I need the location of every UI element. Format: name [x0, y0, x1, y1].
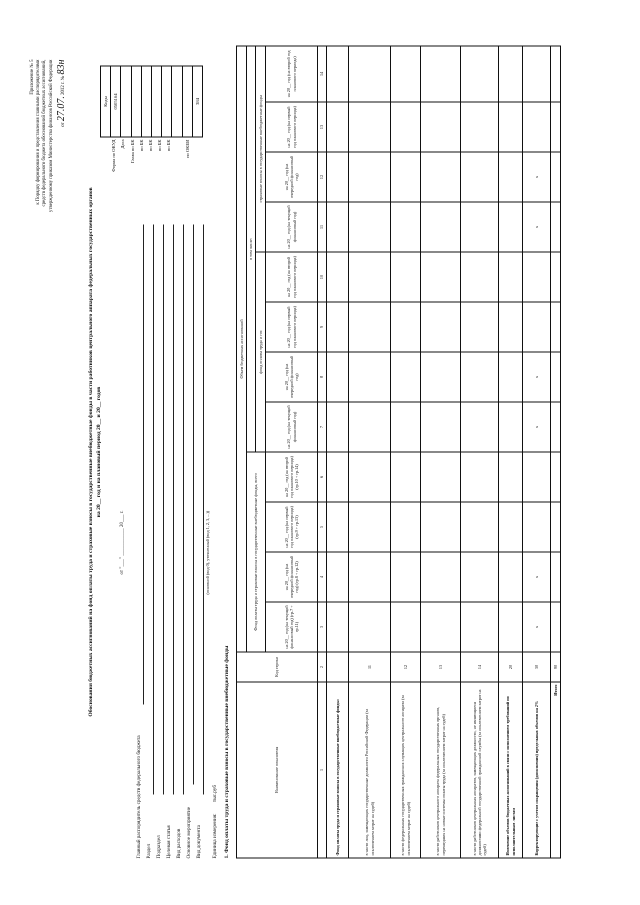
- row-code: [327, 652, 349, 682]
- period-header: на 20__ год (на первый год планового периода): [266, 302, 318, 352]
- table-cell: [461, 46, 499, 102]
- table-cell: [327, 552, 349, 602]
- field-line: [143, 225, 144, 705]
- table-cell: [349, 152, 391, 202]
- table-cell: [391, 602, 421, 652]
- table-cell: [349, 602, 391, 652]
- codes-header: Коды: [101, 67, 111, 137]
- table-cell: [421, 152, 461, 202]
- table-cell: [391, 252, 421, 302]
- table-row: [523, 46, 551, 858]
- code-label: по БК: [147, 139, 153, 152]
- code-label: по БК: [166, 139, 172, 152]
- table-cell: [499, 602, 523, 652]
- row-code: 20: [499, 652, 523, 682]
- col-header-name: Наименование показателя: [237, 682, 318, 858]
- table-cell: x: [523, 152, 551, 202]
- table-row: [391, 46, 421, 858]
- table-cell: [499, 352, 523, 402]
- table-cell: [391, 452, 421, 502]
- table-cell: [327, 152, 349, 202]
- row-label: Корректирующие с учетом сокращения (дополнения) предельных объемов на 2%: [523, 682, 551, 858]
- row-code: 30: [523, 652, 551, 682]
- handwritten-date: 27.07.: [55, 96, 67, 122]
- row-code: 12: [391, 652, 421, 682]
- table-body: [327, 46, 561, 858]
- table-cell: [551, 552, 561, 602]
- table-cell: [327, 102, 349, 152]
- group-header-insurance: страховые взносы в государственные внебюджетные фонды: [256, 46, 266, 252]
- field-label: Вид расходов: [176, 828, 182, 859]
- table-cell: [499, 302, 523, 352]
- row-code: 13: [421, 652, 461, 682]
- table-cell: [349, 302, 391, 352]
- column-number: 5: [318, 502, 327, 552]
- group-header-main: Объем бюджетных ассигнований: [237, 46, 247, 652]
- table-cell: x: [523, 602, 551, 652]
- column-number: 2: [318, 652, 327, 682]
- period-header: на 20__ год (на первый год планового периода) (гр.9 + гр.13): [266, 502, 318, 552]
- code-label: по БК: [138, 139, 144, 152]
- table-row: [499, 46, 523, 858]
- field-label: Главный распорядитель средств федерального бюджета: [136, 735, 142, 859]
- table-cell: [421, 502, 461, 552]
- table-cell: [327, 202, 349, 252]
- period-header: на 20__ год (на первый год планового периода): [266, 102, 318, 152]
- column-number: 1: [318, 682, 327, 858]
- table-cell: x: [523, 402, 551, 452]
- period-header: на 20__ год (на второй год планового периода): [266, 46, 318, 102]
- table-cell: [421, 302, 461, 352]
- table-cell: [349, 202, 391, 252]
- table-cell: x: [523, 202, 551, 252]
- table-cell: [349, 352, 391, 402]
- column-number: 4: [318, 552, 327, 602]
- table-cell: [499, 152, 523, 202]
- table-cell: [499, 402, 523, 452]
- header-date: от "___" ___________ 20___ г.: [120, 510, 125, 575]
- table-cell: [523, 252, 551, 302]
- column-number: 3: [318, 602, 327, 652]
- code-label: по БК: [157, 139, 163, 152]
- row-label: в части лиц, замещающих государственные должности Российской Федерации (за исключением затрат на судей): [349, 682, 391, 858]
- row-label: Фонд оплаты труда и страховые взносы в государственные внебюджетные фонды:: [327, 682, 349, 858]
- table-row: [551, 46, 561, 858]
- table-cell: [499, 552, 523, 602]
- row-label: в части работников центрального аппарата федеральных государственных органов, перешедших на новые системы оплаты труда (за исключением затрат на судей): [421, 682, 461, 858]
- row-label: в части федеральных государственных гражданских служащих центрального аппарата (за исключением затрат на судей): [391, 682, 421, 858]
- table-cell: [551, 402, 561, 452]
- table-cell: [327, 502, 349, 552]
- table-cell: [461, 202, 499, 252]
- table-cell: [551, 352, 561, 402]
- column-number: 11: [318, 202, 327, 252]
- code-label: Глава по БК: [129, 139, 135, 164]
- table-row: [349, 46, 391, 858]
- group-header-total: Фонд оплаты труда и страховые взносы в государственные внебюджетные фонды, всего: [247, 452, 266, 652]
- column-number: 12: [318, 152, 327, 202]
- field-label: Целевая статья: [166, 825, 172, 859]
- table-cell: [421, 202, 461, 252]
- appendix-line: средств федерального бюджета обоснований бюджетных ассигнований,: [42, 59, 48, 207]
- table-cell: [523, 102, 551, 152]
- table-cell: [391, 352, 421, 402]
- table-row: [461, 46, 499, 858]
- table-cell: [421, 602, 461, 652]
- table-cell: [421, 402, 461, 452]
- table-cell: [551, 302, 561, 352]
- table-cell: [461, 602, 499, 652]
- appendix-block: [30, 60, 68, 300]
- table-cell: [523, 302, 551, 352]
- table-cell: [551, 102, 561, 152]
- table-cell: [327, 252, 349, 302]
- table-row: [421, 46, 461, 858]
- table-cell: [551, 202, 561, 252]
- table-cell: [523, 502, 551, 552]
- table-cell: [421, 452, 461, 502]
- period-header: на 20__ год (на текущий финансовый год): [266, 202, 318, 252]
- table-cell: [523, 46, 551, 102]
- table-cell: [327, 402, 349, 452]
- budget-table: [236, 45, 561, 858]
- codes-box: [100, 66, 203, 138]
- table-cell: x: [523, 352, 551, 402]
- field-line: [183, 225, 184, 795]
- row-label: Изменение объемов бюджетных ассигнований в связи с исполнением требований по исполнительным листам: [499, 682, 523, 858]
- okud-code: 0505164: [111, 67, 121, 137]
- code-label: [174, 140, 183, 210]
- table-cell: [461, 302, 499, 352]
- column-numbers-row: [318, 46, 327, 858]
- table-cell: [461, 452, 499, 502]
- table-row: [327, 46, 349, 858]
- row-code: 11: [349, 652, 391, 682]
- table-cell: [327, 302, 349, 352]
- unit-label: Единица измерения: тыс.руб: [212, 785, 218, 859]
- table-cell: [421, 352, 461, 402]
- code-label: по ОКЕИ: [184, 139, 190, 158]
- period-header: на 20__ год (на очередной финансовый год): [266, 152, 318, 202]
- table-cell: [551, 502, 561, 552]
- table-cell: [499, 452, 523, 502]
- document-title: Обоснования бюджетных ассигнований на фонд оплаты труда и страховые взносы в государственные внебюджетные фонды в части работников центрального аппарата федеральных государственных органов на 20__ год и на плановый период 20__ и 20__ годов: [88, 187, 102, 717]
- table-cell: [349, 502, 391, 552]
- table-cell: [499, 252, 523, 302]
- table-cell: [421, 552, 461, 602]
- field-line: [153, 225, 154, 795]
- table-cell: x: [523, 552, 551, 602]
- col-header-code: Код строки: [237, 652, 318, 682]
- table-cell: [391, 302, 421, 352]
- table-cell: [349, 46, 391, 102]
- column-number: 6: [318, 452, 327, 502]
- column-number: 14: [318, 46, 327, 102]
- column-number: 8: [318, 352, 327, 402]
- appendix-line: к Порядку формирования и представления главными распорядителями: [36, 59, 42, 205]
- table-cell: [461, 352, 499, 402]
- table-cell: [499, 46, 523, 102]
- table-cell: [349, 552, 391, 602]
- table-cell: [391, 502, 421, 552]
- table-cell: [461, 552, 499, 602]
- field-line: [173, 225, 174, 795]
- field-label: Подраздел: [156, 835, 162, 859]
- group-header-fot: фонд оплаты труда и гос: [256, 252, 266, 452]
- table-cell: [461, 252, 499, 302]
- table-cell: [421, 46, 461, 102]
- column-number: 9: [318, 302, 327, 352]
- table-cell: [421, 252, 461, 302]
- table-cell: [391, 552, 421, 602]
- period-header: на 20__ год (на очередной финансовый год): [266, 352, 318, 402]
- table-cell: [327, 352, 349, 402]
- section-title: 1. Фонд оплаты труда и страховые взносы в государственные внебюджетные фонды: [224, 645, 230, 859]
- okei-code: 384: [194, 98, 200, 105]
- field-line: [163, 225, 164, 795]
- table-cell: [551, 452, 561, 502]
- column-number: 13: [318, 102, 327, 152]
- table-cell: [327, 602, 349, 652]
- row-code: 14: [461, 652, 499, 682]
- column-number: 10: [318, 252, 327, 302]
- table-cell: [391, 46, 421, 102]
- row-label: Итого: [551, 682, 561, 858]
- row-code: 90: [551, 652, 561, 682]
- column-number: 7: [318, 402, 327, 452]
- code-label: Форма по ОКУД: [111, 139, 117, 172]
- period-header: на 20__ год (на второй год планового периода): [266, 252, 318, 302]
- group-header-incl: в том числе:: [247, 46, 256, 452]
- table-cell: [349, 252, 391, 302]
- field-line: [203, 225, 204, 795]
- table-cell: [391, 202, 421, 252]
- table-cell: [461, 402, 499, 452]
- table-cell: [421, 102, 461, 152]
- table-cell: [499, 202, 523, 252]
- table-cell: [551, 152, 561, 202]
- period-header: на 20__ год (на очередной финансовый год) (гр.8 + гр.12): [266, 552, 318, 602]
- doc-kind-note: (основной (вид 0), уточненный (вид 1, 2, 3, ...)): [205, 510, 210, 595]
- table-cell: [391, 152, 421, 202]
- period-header: на 20__ год (на текущий финансовый год): [266, 402, 318, 452]
- code-label: Дата: [120, 139, 126, 149]
- appendix-line: утвержденному приказом Министерства финансов Российской Федерации: [48, 59, 54, 212]
- table-cell: [349, 402, 391, 452]
- table-cell: [499, 502, 523, 552]
- table-cell: [551, 602, 561, 652]
- codes-labels: [100, 140, 192, 210]
- table-cell: [349, 452, 391, 502]
- table-cell: [391, 402, 421, 452]
- field-line: [193, 225, 194, 785]
- field-label: Раздел: [146, 843, 152, 859]
- table-cell: [523, 452, 551, 502]
- table-cell: [461, 102, 499, 152]
- table-cell: [391, 102, 421, 152]
- appendix-date-line: от 27.07. 2012 г. № 83н: [55, 59, 67, 127]
- table-cell: [499, 102, 523, 152]
- table-cell: [551, 46, 561, 102]
- table-cell: [551, 252, 561, 302]
- table-cell: [461, 502, 499, 552]
- table-cell: [327, 452, 349, 502]
- table-cell: [327, 46, 349, 102]
- appendix-number: Приложение № 5: [30, 59, 35, 95]
- period-header: на 20__ год (на текущий финансовый год) (гр.7 + гр.11): [266, 602, 318, 652]
- handwritten-order-number: 83н: [55, 59, 67, 75]
- table-cell: [349, 102, 391, 152]
- field-label: Вид документа: [196, 825, 202, 859]
- field-label: Основное мероприятие: [186, 806, 192, 859]
- period-header: на 20__ год (на второй год планового периода) (гр.10 + гр.14): [266, 452, 318, 502]
- table-cell: [461, 152, 499, 202]
- row-label: в части работников центральных аппаратов, замещающих должности, не являющиеся должностями федеральной государственной гражданской службы (за исключением затрат на судей): [461, 682, 499, 858]
